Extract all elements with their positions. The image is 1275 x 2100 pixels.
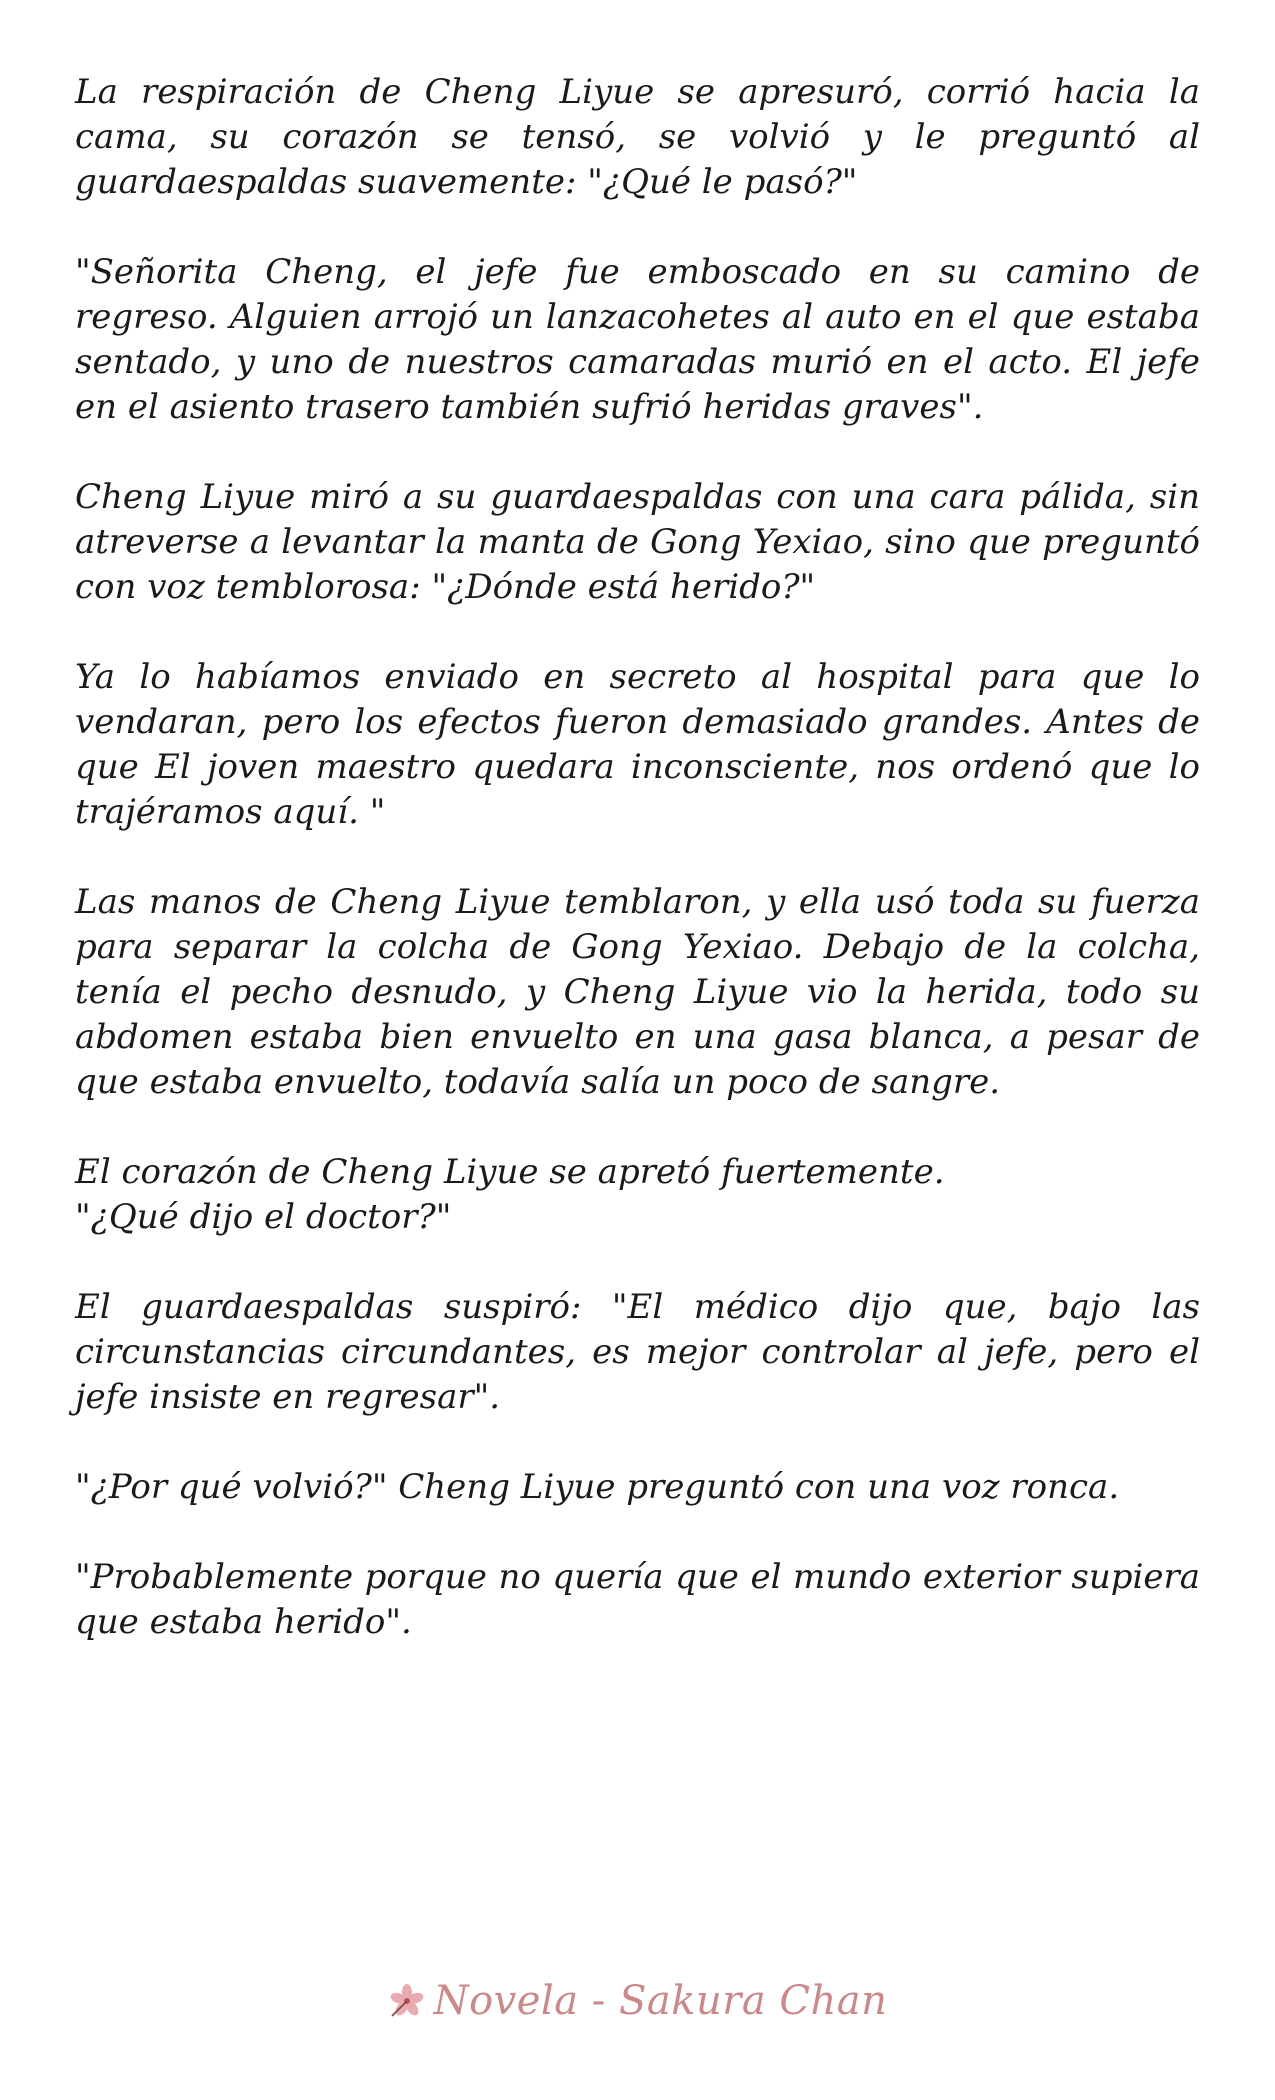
sakura-blossom-icon — [388, 1982, 426, 2020]
paragraph-1: La respiración de Cheng Liyue se apresuró, corrió hacia la cama, su corazón se tensó, se volvió y le preguntó al guardaespaldas suavemente: "¿Qué le pasó?" — [75, 72, 1200, 202]
watermark-group — [388, 1978, 888, 2024]
paragraph-4: Ya lo habíamos enviado en secreto al hospital para que lo vendaran, pero los efectos fueron demasiado grandes. Antes de que El joven maestro quedara inconsciente, nos ordenó que lo trajéramos aquí. " — [75, 657, 1200, 832]
paragraph-9: "¿Por qué volvió?" Cheng Liyue preguntó con una voz ronca. — [75, 1467, 1120, 1507]
paragraph-8: El guardaespaldas suspiró: "El médico dijo que, bajo las circunstancias circundantes, es mejor controlar al jefe, pero el jefe insiste en regresar". — [75, 1287, 1200, 1417]
paragraph-2: "Señorita Cheng, el jefe fue emboscado en su camino de regreso. Alguien arrojó un lanzacohetes al auto en el que estaba sentado, y uno de nuestros camaradas murió en el acto. El jefe en el asiento trasero también sufrió heridas graves". — [75, 252, 1200, 427]
paragraph-3: Cheng Liyue miró a su guardaespaldas con una cara pálida, sin atreverse a levantar la manta de Gong Yexiao, sino que preguntó con voz temblorosa: "¿Dónde está herido?" — [75, 477, 1200, 607]
paragraph-6: El corazón de Cheng Liyue se apretó fuertemente. — [75, 1152, 945, 1192]
footer-watermark — [0, 1978, 1275, 2025]
paragraph-7: "¿Qué dijo el doctor?" — [75, 1197, 452, 1237]
paragraph-10: "Probablemente porque no quería que el mundo exterior supiera que estaba herido". — [75, 1557, 1200, 1642]
paragraph-5: Las manos de Cheng Liyue temblaron, y ella usó toda su fuerza para separar la colcha de Gong Yexiao. Debajo de la colcha, tenía el pecho desnudo, y Cheng Liyue vio la herida, todo su abdomen estaba bien envuelto en una gasa blanca, a pesar de que estaba envuelto, todavía salía un poco de sangre. — [75, 882, 1200, 1102]
watermark-text: Novela - Sakura Chan — [433, 1978, 888, 2024]
text-column — [75, 70, 1200, 1690]
